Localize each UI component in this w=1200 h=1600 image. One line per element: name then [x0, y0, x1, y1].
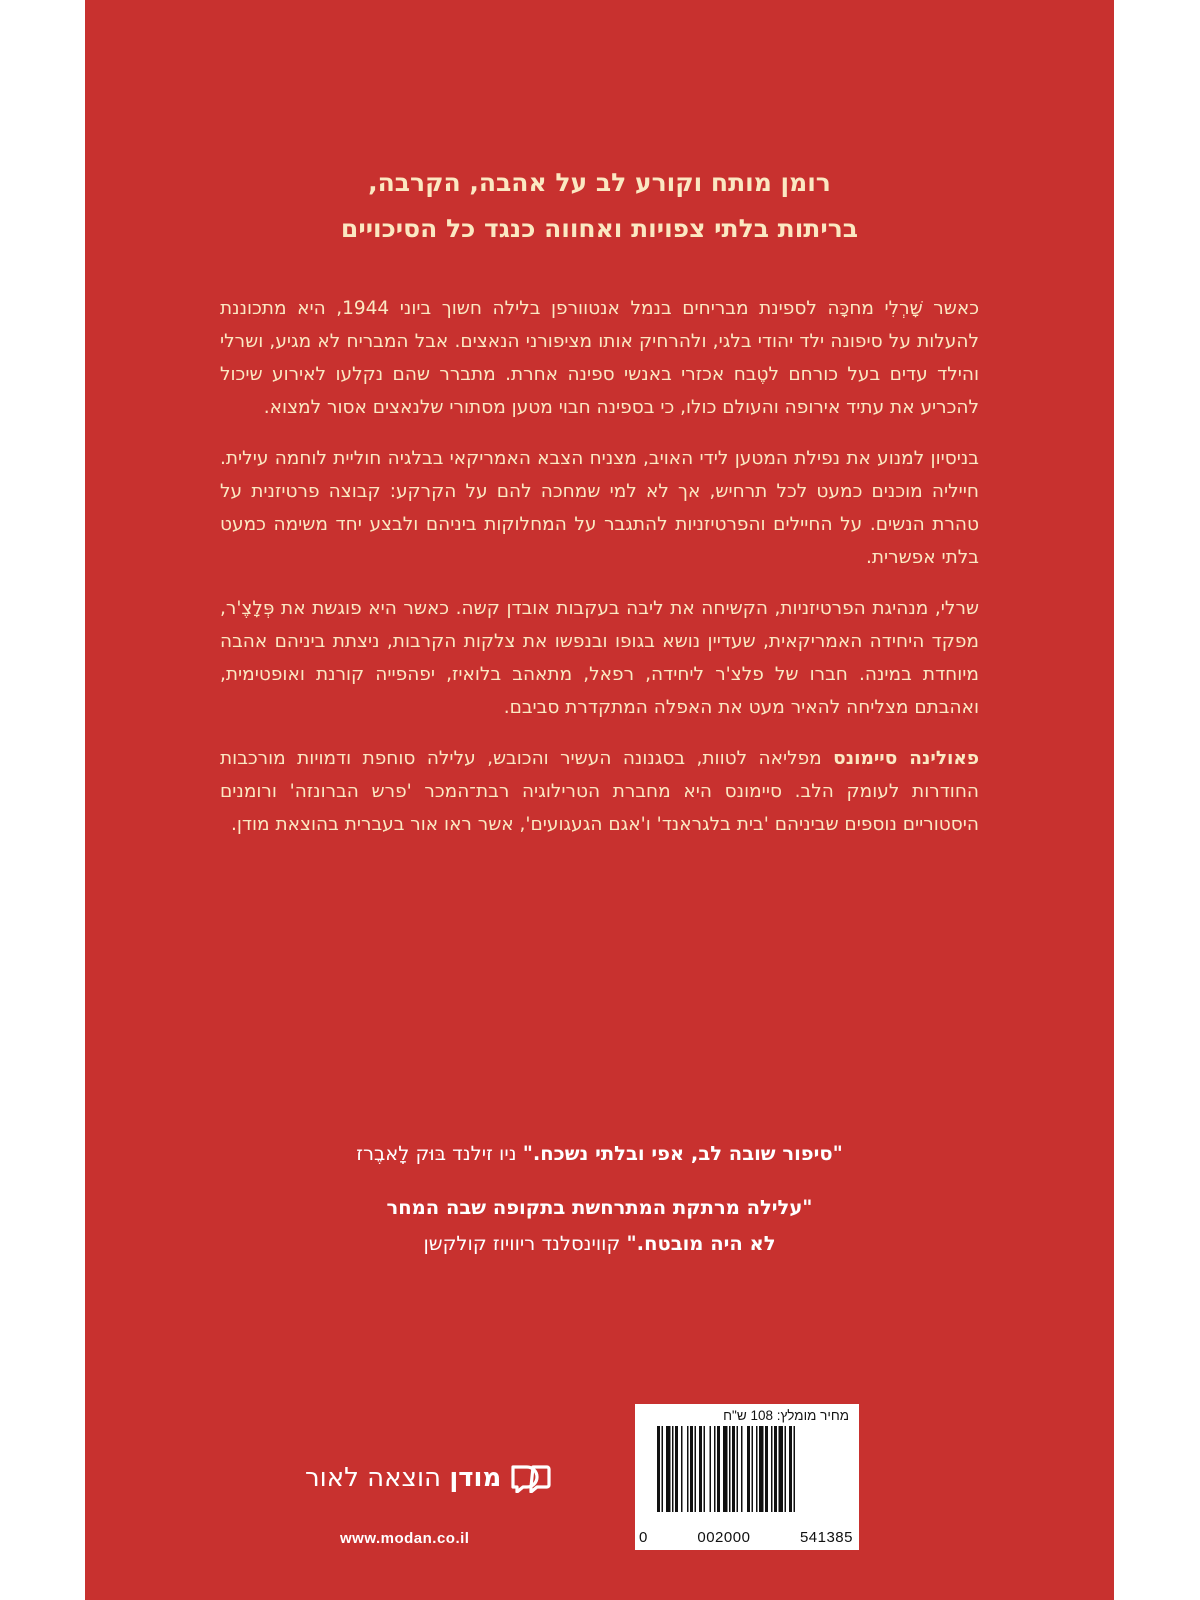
publisher-url: www.modan.co.il [340, 1530, 470, 1547]
barcode-digit-group-2: 002000 [697, 1529, 751, 1546]
barcode-digit-group-3: 541385 [799, 1529, 853, 1546]
tagline [145, 160, 1054, 252]
synopsis-paragraph-3: שרלי, מנהיגת הפרטיזניות, הקשיחה את ליבה בעקבות אובדן קשה. כאשר היא פוגשת את פְּלָצֶ'ר, מפקד היחידה האמריקאית, שעדיין נושא בגופו ובנפשו את צלקות הקרבות, ניצתת ביניהם אהבה מיוחדת במינה. חברו של פלצ'ר ליחידה, רפאל, מתאהב בלואיז, יפהפייה קורנת ואופטימית, ואהבתם מצליחה להאיר מעט את האפלה המתקדרת סביבם. [220, 598, 979, 718]
review-quote-1 [205, 1136, 994, 1172]
publisher-logo [305, 1463, 553, 1493]
review-quote-2 [205, 1190, 994, 1262]
publisher-name-bold: מודן [449, 1463, 502, 1493]
barcode-digit-group-1: 0 [639, 1529, 648, 1546]
review-quotes [205, 1136, 994, 1280]
synopsis-paragraph-2: בניסיון למנוע את נפילת המטען לידי האויב, מצניח הצבא האמריקאי בבלגיה חוליית לוחמה עילית. חייליה מוכנים כמעט לכל תרחיש, אך לא למי שמחכה להם על הקרקע: קבוצה פרטיזנית על טהרת הנשים. על החיילים והפרטיזניות להתגבר על המחלוקות ביניהם ולבצע יחד משימה כמעט בלתי אפשרית. [220, 448, 979, 568]
tagline-line-1: רומן מותח וקורע לב על אהבה, הקרבה, [368, 168, 831, 197]
barcode-digits [639, 1529, 853, 1546]
quote-1-text: "סיפור שובה לב, אפי ובלתי נשכח." [522, 1142, 843, 1165]
barcode-icon [657, 1426, 843, 1530]
quote-1-source: ניו זילנד בּוּק לָאבֶרז [356, 1142, 523, 1165]
quote-2-text-line-2: לא היה מובטח." [626, 1232, 776, 1255]
barcode-label [635, 1404, 859, 1550]
quote-2-source: קווינסלנד ריוויוז קולקשן [423, 1232, 627, 1255]
publisher-name [305, 1463, 501, 1493]
price-label: מחיר מומלץ: 108 ש"ח [723, 1408, 849, 1423]
author-name: פאולינה סיימונס [833, 748, 979, 769]
author-paragraph [220, 742, 979, 841]
synopsis [220, 292, 979, 859]
publisher-mark-icon [509, 1463, 553, 1493]
synopsis-paragraph-1: כאשר שָׁרְלִי מחכָּה לספינת מבריחים בנמל אנטוורפן בלילה חשוך ביוני 1944, היא מתכוננת להעלות על סיפונה ילד יהודי בלגי, ולהרחיק אותו מציפורני הנאצים. אבל המבריח לא מגיע, ושרלי והילד עדים בעל כורחם לטֶבח אכזרי באנשי ספינה אחרת. מתברר שהם נקלעו לאירוע שיכול להכריע את עתיד אירופה והעולם כולו, כי בספינה חבוי מטען מסתורי שלנאצים אסור למצוא. [220, 298, 979, 418]
author-paragraph-text: מפליאה לטוות, בסגנונה העשיר והכובש, עלילה סוחפת ודמויות מורכבות החודרות לעומק הלב. סיימונס היא מחברת הטרילוגיה רבת־המכר 'פרש הברונזה' ורומנים היסטוריים נוספים שביניהם 'בית בלגראנד' ו'אגם הגעגועים', אשר ראו אור בעברית בהוצאת מודן. [220, 748, 979, 835]
quote-2-text-line-1: "עלילה מרתקת המתרחשת בתקופה שבה המחר [386, 1196, 813, 1219]
back-cover [85, 0, 1114, 1600]
publisher-name-rest: הוצאה לאור [305, 1463, 450, 1493]
tagline-line-2: בריתות בלתי צפויות ואחווה כנגד כל הסיכויים [340, 214, 859, 243]
